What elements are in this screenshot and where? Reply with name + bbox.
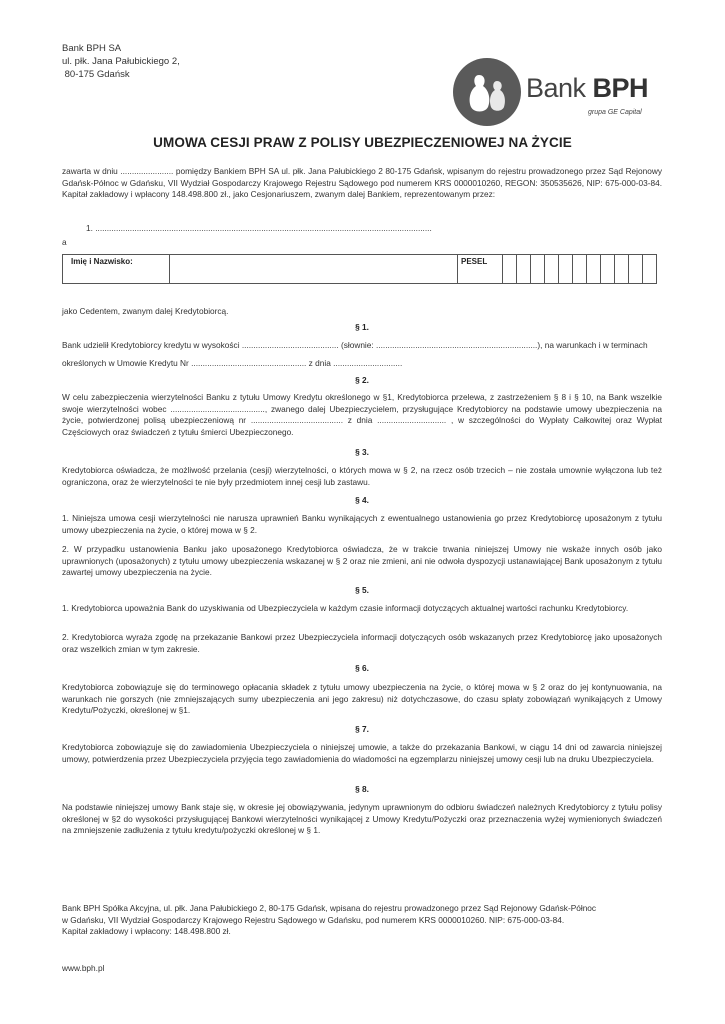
- logo-text-bank: Bank: [526, 73, 593, 103]
- section-1-heading: § 1.: [355, 322, 369, 332]
- representative-line: 1. ..................................................................................................................................................: [86, 223, 432, 233]
- section-2-paragraph: W celu zabezpieczenia wierzytelności Banku z tytułu Umowy Kredytu określonego w §1, Kredytobiorca przelewa, z zastrzeżeniem § 8 i § 10, na Bank wszelkie swoje wierzytelności wobec ........................................., zwanego dalej Ubezpieczycielem, przysługujące Kredytobiorcy na podstawie umowy ubezpieczenia na życie, potwierdzonej polisą ubezpieczeniową nr ........................................ z dnia .............................. , w szczególności do Wypłaty Całkowitej oraz Wypłat Częściowych oraz świadczeń z tytułu śmierci Ubezpieczonego.: [62, 392, 662, 437]
- intro-paragraph: zawarta w dniu ....................... pomiędzy Bankiem BPH SA ul. płk. Jana Pałubickiego 2 80-175 Gdańsk, wpisanym do rejestru prowadzonego przez Sąd Rejonowy Gdańsk-Północ w Gdańsku, VII Wydział Gospodarczy Krajowego Rejestru Sądowego pod numerem KRS 0000010260, REGON: 350535626, NIP: 675-000-03-84. Kapitał zakładowy i wpłacony 148.498.800 zł., jako Cesjonariuszem, zwanym dalej Bankiem, reprezentowanym przez:: [62, 166, 662, 199]
- section-4-paragraph-1: 1. Niniejsza umowa cesji wierzytelności nie narusza uprawnień Banku wynikających z ewentualnego ustanowienia go przez Kredytobiorcę uposażonym z tytułu umowy ubezpieczenia na życie, o której mowa w § 2.: [62, 513, 662, 535]
- pesel-digit-box[interactable]: [573, 255, 587, 284]
- section-7-heading: § 7.: [355, 724, 369, 734]
- footer-line-2: w Gdańsku, VII Wydział Gospodarczy Krajowego Rejestru Sądowego w Gdańsku, pod numerem KRS 0000010260. NIP: 675-000-03-84.: [62, 914, 565, 925]
- borrower-identification-table: [62, 254, 657, 284]
- table-row: [63, 255, 657, 284]
- pesel-digit-box[interactable]: [503, 255, 517, 284]
- footer-line-3: Kapitał zakładowy i wpłacony: 148.498.800 zł.: [62, 926, 231, 936]
- section-1-paragraph-1: Bank udzielił Kredytobiorcy kredytu w wysokości .......................................... (słownie: ......................................................................), na warunkach i w terminach: [62, 340, 648, 350]
- address-line-2: ul. płk. Jana Pałubickiego 2,: [62, 56, 180, 67]
- section-4-paragraph-2: 2. W przypadku ustanowienia Banku jako uposażonego Kredytobiorca oświadcza, że w trakcie trwania niniejszej Umowy nie wskaże innych osób jako uprawnionych (uposażonych) z tytułu umowy ubezpieczenia wskazanej w § 2 oraz nie zmieni, ani nie odwoła dyspozycji ustanawiającej Bank uposażonym z tytułu zawartej umowy ubezpieczenia na życie.: [62, 544, 662, 577]
- logo-wordmark: [526, 73, 648, 104]
- website-link[interactable]: www.bph.pl: [62, 963, 105, 973]
- logo-text-bph: BPH: [592, 73, 649, 103]
- section-1-paragraph-2: określonych w Umowie Kredytu Nr .................................................. z dnia ..............................: [62, 358, 403, 368]
- section-5-paragraph-2: 2. Kredytobiorca wyraża zgodę na przekazanie Bankowi przez Ubezpieczyciela informacji dotyczących osób wskazanych przez Kredytobiorcę jako uposażonych oraz wszelkich zmian w tym zakresie.: [62, 632, 662, 654]
- pesel-digit-box[interactable]: [601, 255, 615, 284]
- pesel-digit-box[interactable]: [531, 255, 545, 284]
- section-7-paragraph: Kredytobiorca zobowiązuje się do zawiadomienia Ubezpieczyciela o niniejszej umowie, a także do przekazania Bankowi, w ciągu 14 dni od zawarcia niniejszej umowy, potwierdzenia przez Ubezpieczyciela przyjęcia tego zawiadomienia do wiadomości na egzemplarzu niniejszej umowy cesji lub na druku Ubezpieczyciela.: [62, 742, 662, 764]
- section-6-paragraph: Kredytobiorca zobowiązuje się do terminowego opłacania składek z tytułu umowy ubezpieczenia na życie, o której mowa w § 2 oraz do jej kontynuowania, na warunkach nie gorszych (nie zmniejszających sumy ubezpieczenia ani jego zakresu) niż dotychczasowe, do czasu spłaty zobowiązań wynikających z Umowy Kredytu/Pożyczki, określonej w §1.: [62, 682, 662, 715]
- section-8-heading: § 8.: [355, 784, 369, 794]
- address-line-3: 80-175 Gdańsk: [62, 69, 130, 80]
- section-5-heading: § 5.: [355, 585, 369, 595]
- section-4-heading: § 4.: [355, 495, 369, 505]
- footer-legal-info: [62, 903, 662, 938]
- document-title: UMOWA CESJI PRAW Z POLISY UBEZPIECZENIOWEJ NA ŻYCIE: [153, 135, 572, 150]
- footer-line-1: Bank BPH Spółka Akcyjna, ul. płk. Jana Pałubickiego 2, 80-175 Gdańsk, wpisana do rejestru prowadzonego przez Sąd Rejonowy Gdańsk-Północ: [62, 903, 597, 913]
- pesel-digit-box[interactable]: [629, 255, 643, 284]
- logo-emblem-icon: [452, 57, 522, 127]
- section-5-paragraph-1: 1. Kredytobiorca upoważnia Bank do uzyskiwania od Ubezpieczyciela w każdym czasie informacji dotyczących aktualnej wartości rachunku Kredytobiorcy.: [62, 603, 629, 613]
- bank-bph-logo: [452, 57, 662, 127]
- bank-address: [62, 42, 180, 81]
- logo-subtitle: grupa GE Capital: [588, 109, 642, 116]
- name-label: Imię i Nazwisko:: [63, 255, 170, 284]
- section-8-paragraph: Na podstawie niniejszej umowy Bank staje się, w okresie jej obowiązywania, jedynym uprawnionym do odbioru świadczeń należnych Kredytobiorcy z tytułu polisy określonej w §2 do wysokości przysługującej Bankowi wierzytelności wynikającej z Umowy Kredytu/Pożyczki oraz przeznaczenia wyżej wymienionych świadczeń na zmniejszenie zadłużenia z tytułu kredytu/pożyczki określonej w § 1.: [62, 802, 662, 835]
- cedent-paragraph: jako Cedentem, zwanym dalej Kredytobiorcą.: [62, 306, 229, 316]
- pesel-digit-box[interactable]: [517, 255, 531, 284]
- section-2-heading: § 2.: [355, 375, 369, 385]
- pesel-label: PESEL: [458, 255, 503, 284]
- pesel-digit-box[interactable]: [545, 255, 559, 284]
- section-3-heading: § 3.: [355, 447, 369, 457]
- section-6-heading: § 6.: [355, 663, 369, 673]
- pesel-digit-box[interactable]: [559, 255, 573, 284]
- name-field[interactable]: [170, 255, 458, 284]
- conjunction-a: a: [62, 237, 67, 247]
- address-line-1: Bank BPH SA: [62, 43, 122, 54]
- pesel-digit-box[interactable]: [643, 255, 657, 284]
- pesel-digit-box[interactable]: [615, 255, 629, 284]
- section-3-paragraph: Kredytobiorca oświadcza, że możliwość przelania (cesji) wierzytelności, o których mowa w § 2, na rzecz osób trzecich – nie została umownie wyłączona lub też ograniczona, oraz że wierzytelności te nie były przedmiotem innej cesji lub zastawu.: [62, 465, 662, 487]
- pesel-digit-box[interactable]: [587, 255, 601, 284]
